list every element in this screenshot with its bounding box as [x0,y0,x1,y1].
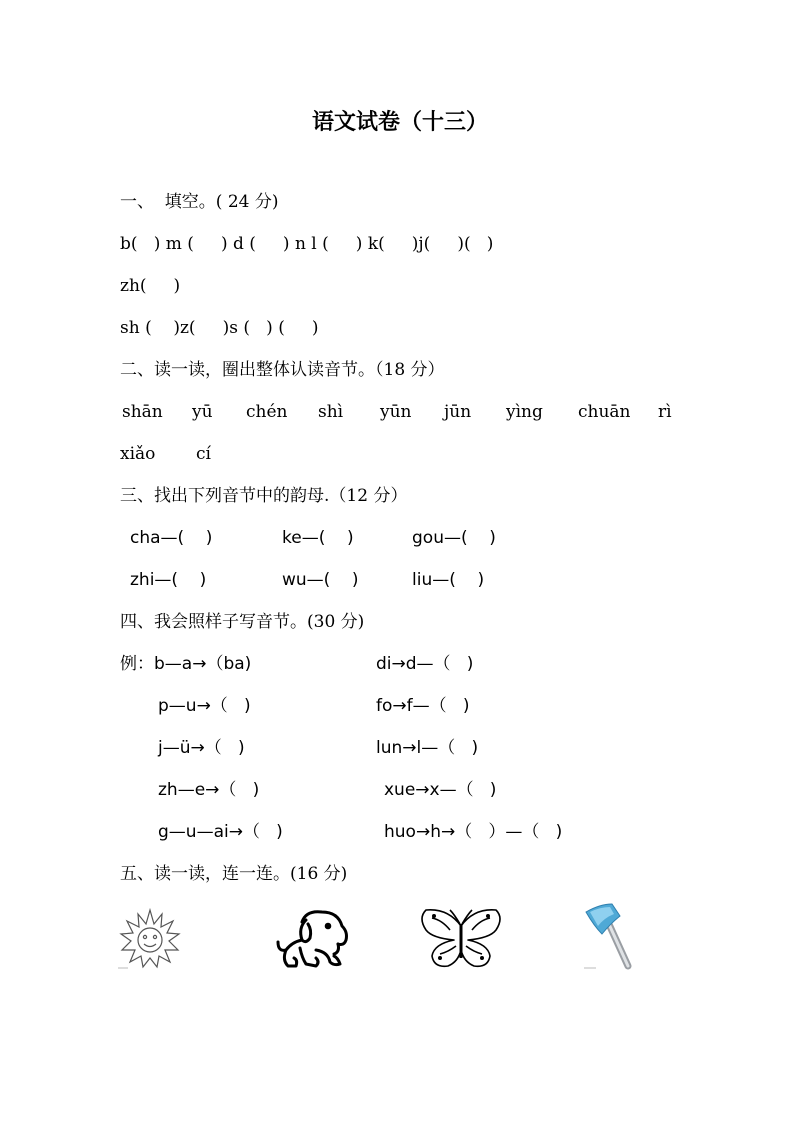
syllable-exercise: g—u—ai→（ ) [158,822,283,842]
section1-row1: b( ) m ( ) d ( ) n l ( ) k( )j( )( ) [120,234,494,254]
syllable: shān [122,402,163,422]
syllable: rì [658,402,672,422]
dog-picture [272,906,356,972]
syllable-exercise: di→d—（ ) [376,654,474,674]
syllable-exercise: zh—e→（ ) [158,780,260,800]
rhyme-item: ke—( ) [282,528,354,548]
syllable: shì [318,402,344,422]
rhyme-item: cha—( ) [130,528,213,548]
syllable-example: 例：b—a→（ba) [120,654,252,674]
syllable: jūn [444,402,472,422]
syllable-exercise: xue→x—（ ) [384,780,497,800]
syllable: xiǎo [120,444,156,464]
rhyme-item: wu—( ) [282,570,359,590]
section2-heading: 二、读一读，圈出整体认读音节。（18 分） [120,360,445,380]
syllable: cí [196,444,211,464]
butterfly-picture [418,906,504,972]
rhyme-item: zhi—( ) [130,570,207,590]
syllable: chuān [578,402,631,422]
page-title: 语文试卷（十三） [311,110,488,135]
section1-row2: zh( ) [120,276,181,296]
section4-heading: 四、我会照样子写音节。(30 分) [120,612,365,632]
axe-picture [582,902,636,972]
syllable-exercise: p—u→（ ) [158,696,251,716]
syllable: yūn [380,402,412,422]
section1-row3: sh ( )z( )s ( ) ( ) [120,318,319,338]
rhyme-item: liu—( ) [412,570,485,590]
syllable: yìng [506,402,543,422]
section5-heading: 五、读一读，连一连。(16 分) [120,864,348,884]
syllable-exercise: lun→l—（ ) [376,738,479,758]
section1-heading: 一、 填空。( 24 分) [120,192,279,212]
rhyme-item: gou—( ) [412,528,496,548]
syllable: yū [192,402,213,422]
syllable-exercise: huo→h→（ ）—（ ) [384,822,563,842]
syllable-exercise: fo→f—（ ) [376,696,470,716]
sun-picture [118,906,182,970]
syllable-exercise: j—ü→（ ) [158,738,245,758]
syllable: chén [246,402,288,422]
section3-heading: 三、找出下列音节中的韵母.（12 分） [120,486,408,506]
